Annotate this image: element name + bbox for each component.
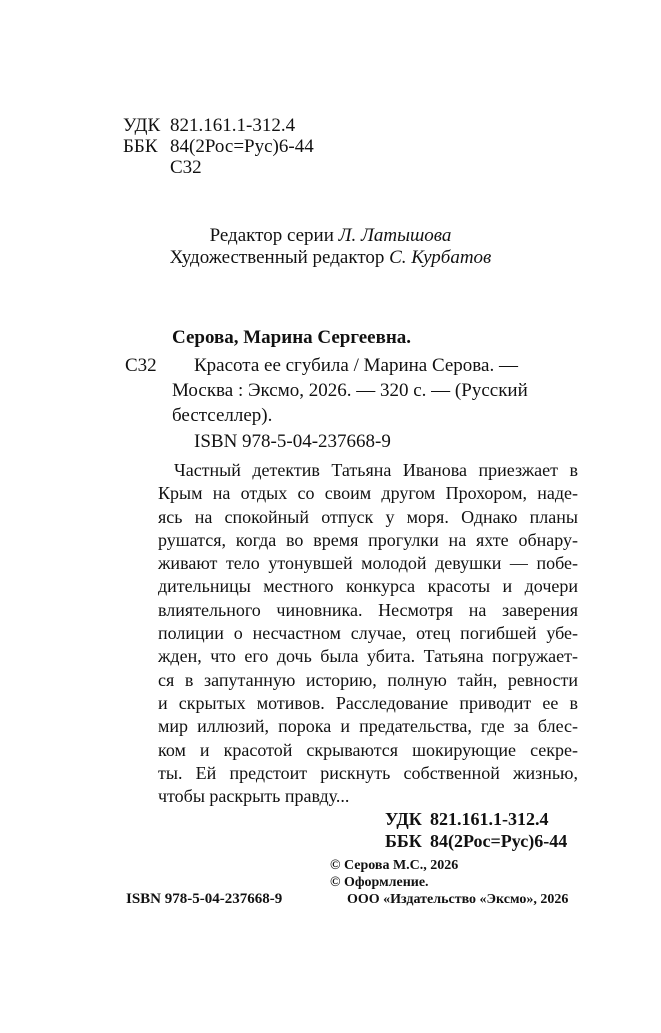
catalog-isbn: ISBN 978-5-04-237668-9 bbox=[194, 431, 391, 452]
udk-label: УДК bbox=[123, 115, 161, 136]
description-line-2: Москва : Эксмо, 2026. — 320 с. — (Русский bbox=[172, 380, 528, 401]
bbk-value: 84(2Рос=Рус)6-44 bbox=[170, 136, 314, 157]
udk-label: УДК bbox=[385, 809, 422, 829]
series-editor-line bbox=[0, 225, 661, 247]
copyright-design-publisher: ООО «Издательство «Эксмо», 2026 bbox=[347, 892, 569, 907]
bbk-label: ББК bbox=[123, 136, 158, 157]
annotation-line: чтобы раскрыть правду... bbox=[158, 786, 350, 807]
annotation-line: Крым на отдых со своим другом Прохором, наде- bbox=[158, 483, 578, 504]
annotation-line: ком и красотой скрываются шокирующие секре- bbox=[158, 739, 578, 760]
series-editor-label: Редактор серии bbox=[209, 225, 334, 246]
copyright-author: © Серова М.С., 2026 bbox=[330, 858, 459, 873]
bbk-line-top bbox=[123, 136, 314, 158]
udk-value: 821.161.1-312.4 bbox=[170, 115, 296, 136]
art-editor-line bbox=[0, 247, 661, 269]
udk-line-top bbox=[123, 115, 295, 137]
description-line-1: Красота ее сгубила / Марина Серова. — bbox=[194, 355, 518, 376]
annotation-line: живают тело утонувшей молодой девушки — побе- bbox=[158, 553, 578, 574]
catalog-sign: С32 bbox=[125, 355, 157, 376]
annotation-line: ясь на спокойный отпуск у моря. Однако планы bbox=[158, 506, 578, 527]
art-editor-name: С. Курбатов bbox=[389, 247, 492, 268]
annotation-line: жден, что его дочь была убита. Татьяна погружает- bbox=[158, 646, 578, 667]
annotation-line: и скрытых мотивов. Расследование приводит ее в bbox=[158, 692, 578, 713]
annotation-line: влиятельного чиновника. Несмотря на заверения bbox=[158, 599, 578, 620]
annotation-line: ся в запутанную историю, полную тайн, ревности bbox=[158, 669, 578, 690]
bbk-line-bottom bbox=[385, 830, 567, 852]
bbk-value: 84(2Рос=Рус)6-44 bbox=[430, 831, 568, 851]
series-editor-name: Л. Латышова bbox=[338, 225, 452, 246]
description-line-3: бестселлер). bbox=[172, 405, 273, 426]
annotation-line: рушатся, когда во время прогулки на яхте обнару- bbox=[158, 529, 578, 550]
annotation-line: мир иллюзий, порока и предательства, где за блес- bbox=[158, 716, 578, 737]
bbk-label: ББК bbox=[385, 831, 422, 851]
udk-value: 821.161.1-312.4 bbox=[430, 809, 549, 829]
annotation-line: дительницы местного конкурса красоты и дочери bbox=[158, 576, 578, 597]
annotation-line: ты. Ей предстоит рискнуть собственной жизнью, bbox=[158, 762, 578, 783]
annotation-line: полиции о несчастном случае, отец погибшей убе- bbox=[158, 623, 578, 644]
annotation bbox=[158, 459, 578, 808]
annotation-line: Частный детектив Татьяна Иванова приезжает в bbox=[174, 460, 578, 480]
udk-line-bottom bbox=[385, 808, 549, 830]
author-sign-top: С32 bbox=[170, 157, 202, 178]
author-heading: Серова, Марина Сергеевна. bbox=[172, 327, 412, 348]
art-editor-label: Художественный редактор bbox=[169, 247, 385, 268]
footer-isbn: ISBN 978-5-04-237668-9 bbox=[126, 891, 283, 907]
copyright-design-label: © Оформление. bbox=[330, 875, 429, 890]
